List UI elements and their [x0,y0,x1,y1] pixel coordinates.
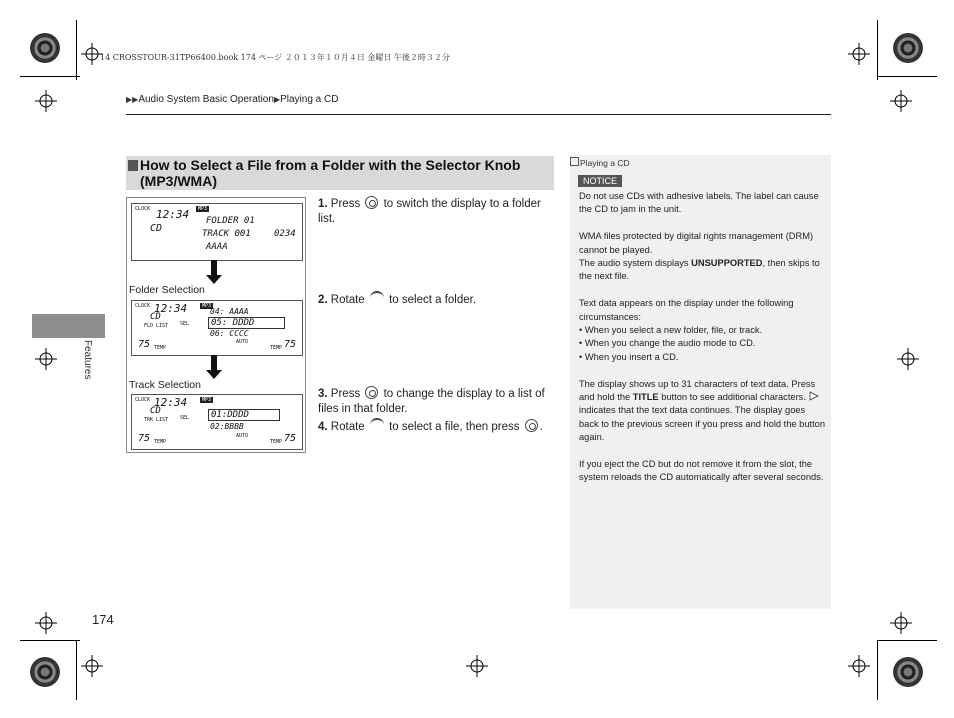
lcd-list-label: FLD LIST [144,323,169,329]
list-item: • When you select a new folder, file, or track. [579,324,827,337]
lcd-sel-tag: SEL [180,415,190,421]
selector-knob-press-icon [525,419,538,432]
crop-mark [877,76,937,77]
lcd-mode: CD [150,312,161,322]
note-bold-term: TITLE [632,392,659,403]
crop-mark [76,640,77,700]
registration-mark-icon [81,655,103,677]
selector-knob-rotate-icon [370,291,384,305]
lcd-list-item: 04: AAAA [210,307,249,316]
caption-folder-selection: Folder Selection [129,284,205,296]
note-text: WMA files protected by digital rights management (DRM) cannot be played. [579,231,814,255]
lcd-mode: CD [150,406,161,416]
crop-mark [76,20,77,80]
breadcrumb-item[interactable]: Playing a CD [280,94,339,105]
note-paragraph: Do not use CDs with adhesive labels. The label can cause the CD to jam in the unit. [579,191,819,215]
lcd-screen-folder [131,300,303,356]
note-paragraph [579,378,827,445]
note-text: indicates that the text data continues. The display goes back to the previous screen if you press and hold the button again. [579,405,826,443]
section-title: How to Select a File from a Folder with the Selector Knob (MP3/WMA) [140,157,521,189]
step-text: Rotate [330,421,365,433]
lcd-list-item: 06: CCCC [210,329,249,338]
lcd-temp-tag: TEMP [154,439,167,445]
notice-badge: NOTICE [578,175,622,187]
crop-mark [877,640,937,641]
lcd-temp-left: 75 [138,433,151,444]
note-text: , then skips to the next file. [579,258,820,282]
lcd-temp-left: 75 [138,339,151,350]
lcd-list-item: 02:BBBB [210,422,244,431]
step-text: to select a folder. [389,294,477,306]
registration-mark-icon [848,655,870,677]
list-item: • When you change the audio mode to CD. [579,337,827,350]
registration-mark-icon [848,43,870,65]
chapter-label: Features [82,340,93,380]
step-number: 4. [318,421,328,433]
note-bullet-list [579,324,827,364]
breadcrumb-arrow-icon: ▶▶ [126,95,139,104]
note-reference-title[interactable]: Playing a CD [580,158,630,168]
breadcrumb-item[interactable]: Audio System Basic Operation [138,94,274,105]
step-text: Press [330,198,361,210]
section-heading [126,156,554,190]
color-target-icon [30,657,60,687]
chapter-tab [32,314,105,338]
step-number: 2. [318,294,328,306]
color-target-icon [893,657,923,687]
registration-mark-icon [890,90,912,112]
step-1 [318,196,558,227]
note-reference [570,157,630,168]
note-text: The audio system displays [579,258,689,269]
reference-arrow-icon [570,157,579,166]
lcd-clock-tag: CLOCK [135,397,151,403]
color-target-icon [30,33,60,63]
step-number: 1. [318,198,328,210]
selector-knob-press-icon [365,196,378,209]
registration-mark-icon [35,612,57,634]
step-text: Press [330,388,361,400]
lcd-line: TRACK 001 [202,229,251,239]
step-text: to change the display to a list of files in that folder. [318,388,545,415]
lcd-auto-tag: AUTO [236,339,249,345]
page-number: 174 [92,612,114,627]
lcd-screen-file [131,394,303,450]
crop-mark [20,640,80,641]
lcd-time: 12:34 [154,396,188,409]
lcd-mp3-tag: MP3 [202,397,212,403]
step-3 [318,386,550,417]
heading-square-icon [128,160,138,171]
step-text: to select a file, then press [389,421,520,433]
note-body [579,190,827,498]
text-continues-icon [809,391,819,401]
color-target-icon [893,33,923,63]
lcd-mp3-tag: MP3 [202,303,212,309]
note-bold-term: UNSUPPORTED [691,258,763,269]
lcd-line: AAAA [206,242,228,252]
breadcrumb [126,94,338,105]
step-text: Rotate [330,294,365,306]
lcd-temp-tag: TEMP [270,345,283,351]
registration-mark-icon [890,612,912,634]
registration-mark-icon [897,348,919,370]
down-arrow-icon [211,260,217,276]
step-2 [318,291,558,308]
registration-mark-icon [466,655,488,677]
lcd-temp-right: 75 [284,433,297,444]
step-4 [318,418,558,435]
lcd-time: 12:34 [156,208,190,221]
lcd-list-item-selected: 05: DDDD [208,317,285,329]
lcd-line: FOLDER 01 [206,216,255,226]
print-file-info: 14 CROSSTOUR-31TP66400.book 174 ページ ２０１３年１０月４日 金曜日 午後２時３２分 [100,53,450,62]
lcd-temp-right: 75 [284,339,297,350]
display-illustration [126,197,306,453]
lcd-sel-tag: SEL [180,321,190,327]
lcd-screen-track [131,203,303,261]
lcd-temp-tag: TEMP [270,439,283,445]
lcd-temp-tag: TEMP [154,345,167,351]
list-item: • When you insert a CD. [579,351,827,364]
lcd-mp3-tag: MP3 [198,206,208,212]
caption-track-selection: Track Selection [129,379,201,391]
lcd-auto-tag: AUTO [236,433,249,439]
lcd-elapsed-time: 0234 [274,229,296,239]
crop-mark [20,76,80,77]
note-text: button to see additional characters. [661,392,806,403]
note-text: The display shows up to 31 characters of text data. Press and hold the [579,378,816,403]
step-text: to switch the display to a folder list. [318,198,541,225]
note-panel [570,155,831,609]
selector-knob-press-icon [365,386,378,399]
step-text: . [539,421,543,433]
note-paragraph: If you eject the CD but do not remove it from the slot, the system reloads the CD automatically after several seconds. [579,459,824,483]
lcd-time: 12:34 [154,302,188,315]
crop-mark [877,20,878,80]
breadcrumb-arrow-icon: ▶ [273,95,281,104]
registration-mark-icon [35,348,57,370]
lcd-clock-tag: CLOCK [135,303,151,309]
header-rule [126,114,831,115]
lcd-mode: CD [150,223,163,234]
registration-mark-icon [35,90,57,112]
crop-mark [877,640,878,700]
step-number: 3. [318,388,328,400]
note-paragraph: Text data appears on the display under the following circumstances: [579,298,794,322]
down-arrow-icon [211,355,217,371]
note-paragraph [579,230,827,284]
lcd-list-item-selected: 01:DDDD [208,409,280,421]
lcd-list-label: TRK LIST [144,417,169,423]
selector-knob-rotate-icon [370,418,384,432]
lcd-clock-tag: CLOCK [135,206,151,212]
